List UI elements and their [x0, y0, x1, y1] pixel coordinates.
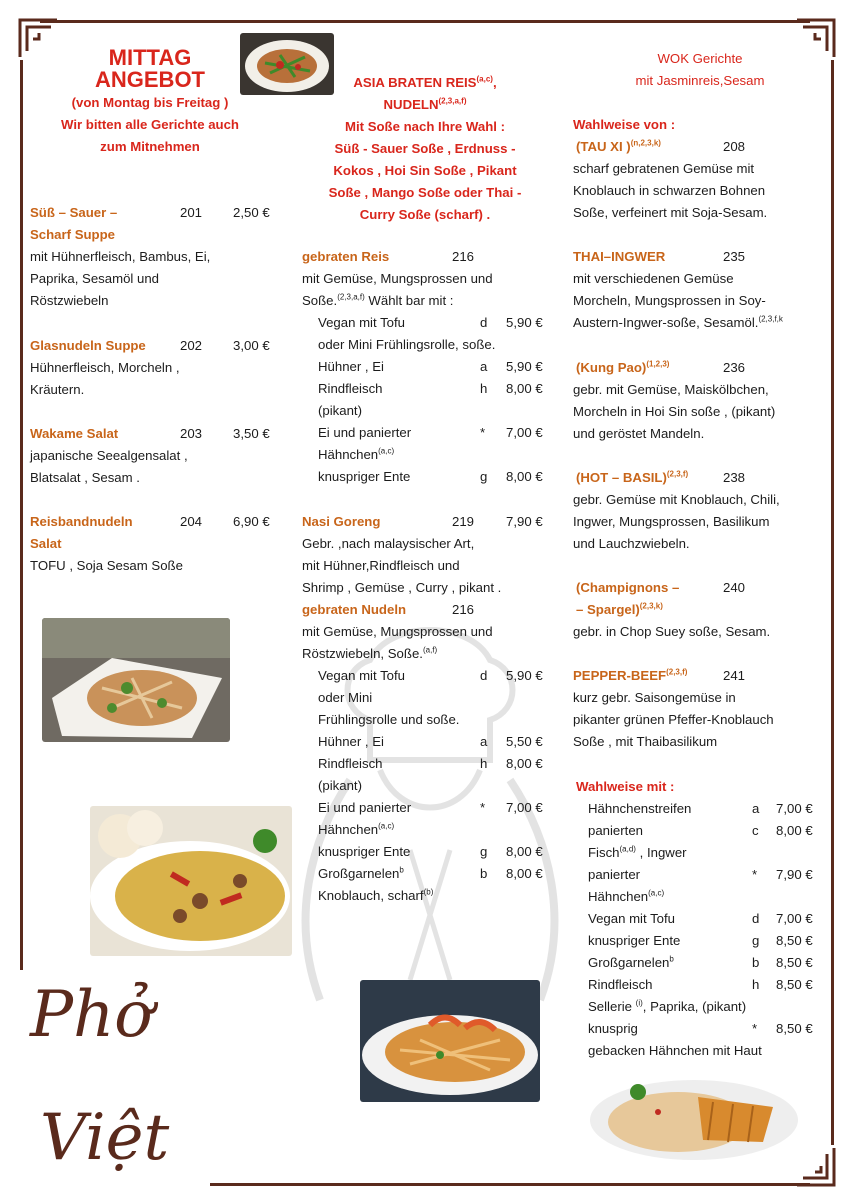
item-208-name [576, 136, 661, 158]
line: gebr. mit Gemüse, Maiskölbchen, [573, 382, 769, 397]
sup: (a,f) [422, 645, 438, 655]
item-238-name [576, 467, 688, 489]
item-216b-desc [302, 621, 562, 665]
option-label: oder Mini [318, 690, 373, 705]
option-label: knuspriger Ente [588, 933, 681, 948]
option-label: Vegan mit Tofu [588, 911, 675, 926]
sup: (b) [423, 887, 434, 897]
item-241-desc [573, 687, 833, 753]
line: Wählt bar mit : [364, 293, 454, 308]
sup: (1,2,3) [646, 359, 670, 369]
right-header-2: mit Jasminreis,Sesam [635, 73, 765, 88]
option-code: g [480, 469, 488, 484]
option-label: (pikant) [318, 403, 362, 418]
item-219-price: 7,90 € [506, 514, 543, 529]
fried-rice-photo [90, 806, 292, 956]
header-title-1: MITTAG [108, 45, 192, 70]
center-header-l6: Soße , Mango Soße oder Thai - [328, 185, 522, 200]
option-label: Hühner , Ei [318, 734, 384, 749]
line: Ingwer, Mungsprossen, Basilikum [573, 514, 770, 529]
option-code: * [480, 425, 486, 440]
sup: b [669, 954, 674, 964]
center-header-l7: Curry Soße (scharf) . [359, 207, 491, 222]
line: Shrimp , Gemüse , Curry , pikant . [302, 580, 502, 595]
item-235-desc [573, 268, 833, 334]
option-label: Ei und panierter [318, 425, 412, 440]
line: Soße, verfeinert mit Soja-Sesam. [573, 205, 768, 220]
option-label: Sellerie $^{(i)}$, Paprika, (pikant) [588, 998, 747, 1014]
item-202-desc [30, 357, 180, 401]
line: Reisbandnudeln [30, 514, 133, 529]
option-label: Großgarnelen$^b$ [588, 954, 674, 970]
item-216b-number: 216 [452, 602, 475, 617]
option-code: a [480, 734, 488, 749]
option-label: (pikant) [318, 778, 362, 793]
line: Scharf Suppe [30, 227, 116, 242]
option-price: 5,90 € [506, 668, 543, 683]
line: mit Hühnerfleisch, Bambus, Ei, [30, 249, 211, 264]
option-label: gebacken Hähnchen mit Haut [588, 1043, 762, 1058]
item-235-number: 235 [723, 249, 746, 264]
option-price: 8,00 € [506, 866, 543, 881]
option-label: knuspriger Ente [318, 469, 411, 484]
option-price: 7,90 € [776, 867, 813, 882]
sup: (a,c) [648, 888, 665, 898]
option-price: 8,50 € [776, 977, 813, 992]
center-header [300, 72, 550, 226]
line: mit verschiedenen Gemüse [573, 271, 734, 286]
option-label: Großgarnelen$^b$ [318, 865, 404, 881]
line: pikanter grünen Pfeffer-Knoblauch [573, 712, 774, 727]
sup: (a,c) [476, 74, 493, 84]
line: mit Gemüse, Mungsprossen und [302, 271, 493, 286]
option-price: 8,50 € [776, 933, 813, 948]
option-code: * [752, 1021, 758, 1036]
center-header-l3: Mit Soße nach Ihre Wahl : [345, 119, 505, 134]
item-216a-number: 216 [452, 249, 475, 264]
item-238-number: 238 [723, 470, 746, 485]
option-label: Fisch$^{(a,d)}$ , Ingwer [588, 844, 687, 860]
option-price: 5,50 € [506, 734, 543, 749]
sup: (2,3,a,f) [337, 292, 365, 302]
line: PEPPER-BEEF [573, 668, 667, 683]
frame-corner-bottom-right [797, 1148, 837, 1188]
header-title-2: ANGEBOT [95, 67, 205, 92]
option-code: d [480, 668, 488, 683]
item-204-desc: TOFU , Soja Sesam Soße [30, 558, 183, 573]
option-label: Rindfleisch [318, 756, 383, 771]
option-label: Rindfleisch [318, 381, 383, 396]
option-code: g [752, 933, 760, 948]
item-204-price: 6,90 € [233, 514, 270, 529]
item-235-name: THAI–INGWER [573, 249, 666, 264]
item-201-name [30, 202, 117, 246]
option-price: 5,90 € [506, 359, 543, 374]
item-241-name [573, 665, 687, 687]
option-code: g [480, 844, 488, 859]
line: (TAU XI ) [576, 139, 631, 154]
line: (HOT – BASIL) [576, 470, 667, 485]
item-240-name [576, 577, 679, 621]
center-header-l4: Süß - Sauer Soße , Erdnuss - [334, 141, 516, 156]
option-code: d [752, 911, 760, 926]
line: Austern-Ingwer-soße, Sesamöl. [573, 315, 759, 330]
item-236-name [576, 357, 669, 379]
item-201-number: 201 [180, 205, 203, 220]
fried-noodles-photo [360, 980, 540, 1102]
frame-top [40, 20, 810, 23]
line: Blatsalat , Sesam . [30, 470, 140, 485]
line: Soße , mit Thaibasilikum [573, 734, 718, 749]
line: – Spargel) [576, 602, 640, 617]
line: kurz gebr. Saisongemüse in [573, 690, 736, 705]
item-236-desc [573, 379, 833, 445]
option-code: h [480, 756, 488, 771]
item-216a-desc [302, 268, 562, 312]
option-code: b [752, 955, 760, 970]
header-sub-2: Wir bitten alle Gerichte auch [61, 117, 239, 132]
item-219-desc [302, 533, 562, 599]
comma: , [492, 75, 497, 90]
header-sub-3: zum Mitnehmen [100, 139, 200, 154]
frame-bottom [210, 1183, 810, 1186]
sup: (2,3,f) [666, 667, 688, 677]
sup: (i) [635, 998, 643, 1008]
option-code: * [752, 867, 758, 882]
sup: (2,3,a,f) [438, 96, 467, 106]
item-240-desc: gebr. in Chop Suey soße, Sesam. [573, 624, 771, 639]
line: Paprika, Sesamöl und [30, 271, 160, 286]
option-label: knuspriger Ente [318, 844, 411, 859]
line: Morcheln, Mungsprossen in Soy- [573, 293, 766, 308]
option-label: oder Mini Frühlingsrolle, soße. [318, 337, 496, 352]
sup: (n,2,3,k) [630, 138, 661, 148]
item-219-number: 219 [452, 514, 475, 529]
item-201-price: 2,50 € [233, 205, 270, 220]
line: Gebr. ,nach malaysischer Art, [302, 536, 475, 551]
option-label: Rindfleisch [588, 977, 653, 992]
item-204-name [30, 511, 133, 555]
option-price: 8,00 € [506, 381, 543, 396]
item-238-desc [573, 489, 833, 555]
option-code: * [480, 800, 486, 815]
line: mit Hühner,Rindfleisch und [302, 558, 460, 573]
line: Soße. [302, 293, 338, 308]
line: Kräutern. [30, 382, 85, 397]
line: Morcheln in Hoi Sin soße , (pikant) [573, 404, 776, 419]
option-label: Hähnchen$^{(a,c)}$ [318, 821, 395, 837]
line: mit Gemüse, Mungsprossen und [302, 624, 493, 639]
sup: (a,d) [619, 844, 636, 854]
item-241-number: 241 [723, 668, 746, 683]
option-label: Frühlingsrolle und soße. [318, 712, 460, 727]
option-price: 7,00 € [776, 801, 813, 816]
option-code: d [480, 315, 488, 330]
line: und geröstet Mandeln. [573, 426, 705, 441]
sup: (a,c) [378, 446, 395, 456]
option-price: 8,00 € [776, 823, 813, 838]
item-204-number: 204 [180, 514, 203, 529]
option-label: Hähnchen$^{(a,c)}$ [588, 888, 665, 904]
item-201-desc [30, 246, 280, 312]
item-236-number: 236 [723, 360, 746, 375]
header-sub-1: (von Montag bis Freitag ) [71, 95, 229, 110]
item-219-name: Nasi Goreng [302, 514, 381, 529]
option-label: Vegan mit Tofu [318, 315, 405, 330]
item-202-name: Glasnudeln Suppe [30, 338, 146, 353]
line: Röstzwiebeln, Soße. [302, 646, 423, 661]
sup: b [399, 865, 404, 875]
crispy-chicken-photo [588, 1062, 800, 1162]
option-label: Hähnchenstreifen [588, 801, 692, 816]
right-header-1: WOK Gerichte [657, 51, 743, 66]
option-code: a [752, 801, 760, 816]
option-code: c [752, 823, 759, 838]
option-price: 8,00 € [506, 756, 543, 771]
line: Hühnerfleisch, Morcheln , [30, 360, 180, 375]
option-code: h [752, 977, 760, 992]
option-price: 7,00 € [506, 425, 543, 440]
item-202-price: 3,00 € [233, 338, 270, 353]
sup: (2,3,f) [666, 469, 689, 479]
option-label-tail: , Ingwer [635, 845, 687, 860]
item-208-desc [573, 158, 833, 224]
item-203-price: 3,50 € [233, 426, 270, 441]
option-label: Ei und panierter [318, 800, 412, 815]
frame-left [20, 60, 23, 970]
line: gebr. Gemüse mit Knoblauch, Chili, [573, 492, 780, 507]
option-code: a [480, 359, 488, 374]
sup: (a,c) [378, 821, 395, 831]
option-price: 8,50 € [776, 955, 813, 970]
line: Süß – Sauer – [30, 205, 118, 220]
option-price: 7,00 € [506, 800, 543, 815]
option-code: b [480, 866, 488, 881]
center-header-l1: ASIA BRATEN REIS [353, 75, 477, 90]
option-label: panierter [588, 867, 641, 882]
right-wahlweise-von: Wahlweise von : [573, 117, 676, 132]
noodle-salad-photo [42, 618, 230, 742]
option-price: 7,00 € [776, 911, 813, 926]
line: scharf gebratenen Gemüse mit [573, 161, 755, 176]
brand-line-1: Phở [30, 978, 153, 1052]
line: Knoblauch in schwarzen Bohnen [573, 183, 766, 198]
line: (Kung Pao) [576, 360, 647, 375]
option-label: Knoblauch, scharf$^{(b)}$ [318, 887, 434, 903]
option-price: 8,00 € [506, 469, 543, 484]
right-wahlweise-mit: Wahlweise mit : [576, 779, 675, 794]
item-203-desc [30, 445, 188, 489]
option-label: panierten [588, 823, 643, 838]
option-label: Vegan mit Tofu [318, 668, 405, 683]
line: Salat [30, 536, 62, 551]
center-header-l5: Kokos , Hoi Sin Soße , Pikant [333, 163, 517, 178]
line: (Champignons – [576, 580, 680, 595]
item-216a-name: gebraten Reis [302, 249, 390, 264]
option-label-tail: , Paprika, (pikant) [642, 999, 747, 1014]
sup: (2,3,f,k [758, 314, 783, 324]
line: Röstzwiebeln [30, 293, 109, 308]
frame-corner-top-left [17, 17, 57, 57]
line: japanische Seealgensalat , [30, 448, 188, 463]
option-label: knusprig [588, 1021, 638, 1036]
item-203-name: Wakame Salat [30, 426, 119, 441]
line: und Lauchzwiebeln. [573, 536, 690, 551]
option-price: 8,50 € [776, 1021, 813, 1036]
item-208-number: 208 [723, 139, 746, 154]
sup: (2,3,k) [639, 601, 663, 611]
option-label: Hühner , Ei [318, 359, 384, 374]
option-code: h [480, 381, 488, 396]
item-216b-name: gebraten Nudeln [302, 602, 407, 617]
option-price: 8,00 € [506, 844, 543, 859]
brand-line-2: Việt [40, 1101, 170, 1175]
item-203-number: 203 [180, 426, 203, 441]
option-label: Hähnchen$^{(a,c)}$ [318, 446, 395, 462]
center-header-l2: NUDELN [383, 97, 439, 112]
item-202-number: 202 [180, 338, 203, 353]
item-240-number: 240 [723, 580, 746, 595]
option-price: 5,90 € [506, 315, 543, 330]
